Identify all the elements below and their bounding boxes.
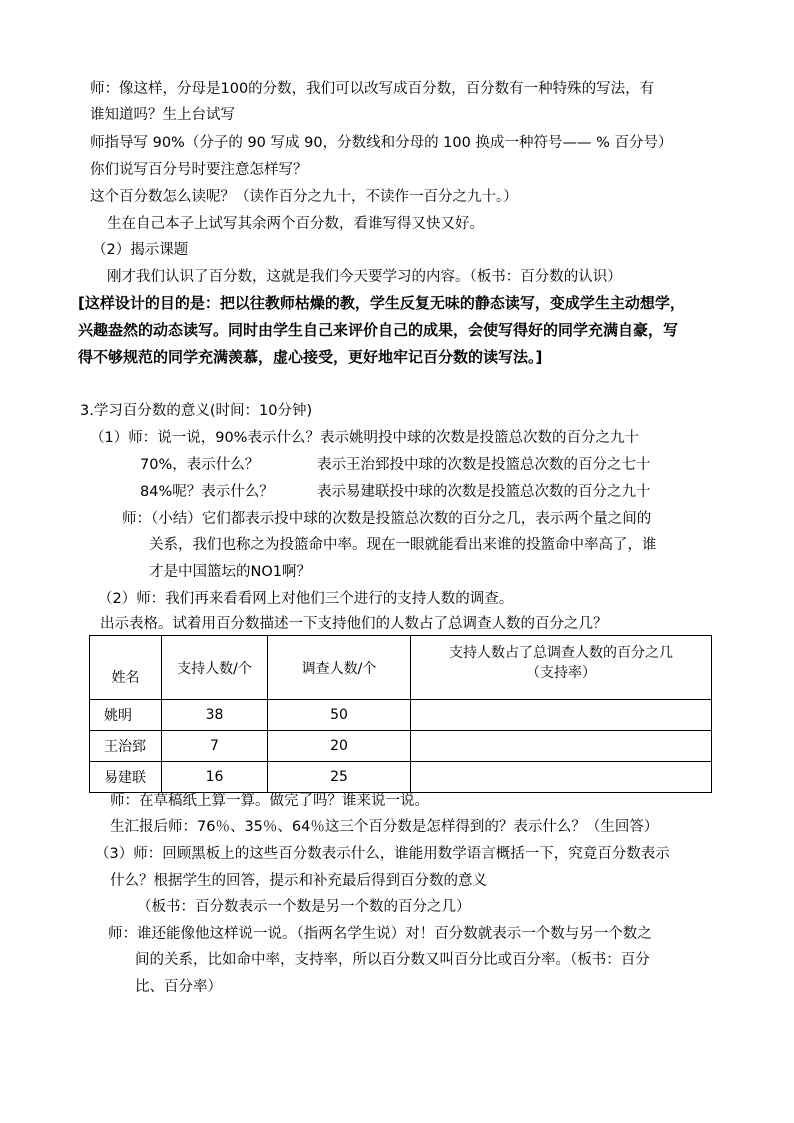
text-line: 师指导写 90%（分子的 90 写成 90，分数线和分母的 100 换成一种符号—— % 百分号） xyxy=(90,135,673,151)
table-cell xyxy=(411,731,712,762)
text-line: 师：在草稿纸上算一算。做完了吗？谁来说一说。 xyxy=(110,793,429,809)
table-header-row xyxy=(90,636,712,700)
table-row xyxy=(90,731,712,762)
table-cell: 7 xyxy=(162,731,268,762)
text-line: 什么？根据学生的回答，提示和补充最后得到百分数的意义 xyxy=(110,873,487,889)
text-line: （3）师：回顾黑板上的这些百分数表示什么，谁能用数学语言概括一下，究竟百分数表示 xyxy=(95,846,670,862)
text-line: 70%，表示什么？ xyxy=(140,457,260,473)
text-line: 生在自己本子上试写其余两个百分数，看谁写得又快又好。 xyxy=(107,216,484,232)
design-note-line: [这样设计的目的是：把以往教师枯燥的教，学生反复无味的静态读写，变成学生主动想学， xyxy=(78,294,685,312)
text-line: 师：（小结）它们都表示投中球的次数是投篮总次数的百分之几，表示两个量之间的 xyxy=(122,511,652,527)
table-header: 支持人数/个 xyxy=(162,636,268,700)
text-line: （1）师：说一说，90%表示什么？表示姚明投中球的次数是投篮总次数的百分之九十 xyxy=(90,430,639,446)
section-heading: 3.学习百分数的意义(时间：10分钟) xyxy=(80,403,313,419)
text-line: 师：像这样，分母是100的分数，我们可以改写成百分数，百分数有一种特殊的写法，有 xyxy=(90,81,655,97)
design-note-line: 兴趣盎然的动态读写。同时由学生自己来评价自己的成果，会使写得好的同学充满自豪，写 xyxy=(78,321,679,339)
table-cell xyxy=(411,762,712,793)
table-cell: 16 xyxy=(162,762,268,793)
design-note-line: 得不够规范的同学充满羡慕，虚心接受，更好地牢记百分数的读写法。] xyxy=(78,348,543,366)
section-heading: （2）揭示课题 xyxy=(92,242,189,258)
table-cell xyxy=(411,700,712,731)
text-line: 这个百分数怎么读呢？（读作百分之九十，不读作一百分之九十。） xyxy=(90,189,518,205)
table-cell: 25 xyxy=(268,762,411,793)
text-line: 出示表格。试着用百分数描述一下支持他们的人数占了总调查人数的百分之几？ xyxy=(100,616,608,632)
table-row xyxy=(90,762,712,793)
text-line: 才是中国篮坛的NO1啊？ xyxy=(149,564,311,580)
text-line: 表示易建联投中球的次数是投篮总次数的百分之九十 xyxy=(317,484,651,500)
table-cell: 20 xyxy=(268,731,411,762)
table-header: 姓名 xyxy=(90,636,162,700)
text-line: 师：谁还能像他这样说一说。（指两名学生说）对！百分数就表示一个数与另一个数之 xyxy=(108,926,652,942)
table-row xyxy=(90,700,712,731)
table-header: 调查人数/个 xyxy=(268,636,411,700)
table-cell: 易建联 xyxy=(90,762,162,793)
table-cell: 50 xyxy=(268,700,411,731)
support-table xyxy=(89,635,712,793)
text-line: （板书：百分数表示一个数是另一个数的百分之几） xyxy=(137,899,471,915)
text-line: 刚才我们认识了百分数，这就是我们今天要学习的内容。（板书：百分数的认识） xyxy=(107,269,622,285)
table-cell: 王治郅 xyxy=(90,731,162,762)
table-cell: 38 xyxy=(162,700,268,731)
table-cell: 姚明 xyxy=(90,700,162,731)
text-line: 间的关系，比如命中率，支持率，所以百分数又叫百分比或百分率。（板书：百分 xyxy=(135,952,650,968)
text-line: 生汇报后师：76％、35％、64％这三个百分数是怎样得到的？表示什么？（生回答） xyxy=(110,819,659,835)
text-line: 谁知道吗？生上台试写 xyxy=(90,107,235,123)
text-line: 你们说写百分号时要注意怎样写？ xyxy=(90,162,308,178)
text-line: （2）师：我们再来看看网上对他们三个进行的支持人数的调查。 xyxy=(98,591,514,607)
text-line: 84%呢？表示什么？ xyxy=(140,484,274,500)
text-line: 关系，我们也称之为投篮命中率。现在一眼就能看出来谁的投篮命中率高了，谁 xyxy=(149,537,657,553)
text-line: 比、百分率） xyxy=(135,979,222,995)
text-line: 表示王治郅投中球的次数是投篮总次数的百分之七十 xyxy=(317,457,651,473)
table-header: 支持人数占了总调查人数的百分之几 （支持率） xyxy=(411,636,712,700)
